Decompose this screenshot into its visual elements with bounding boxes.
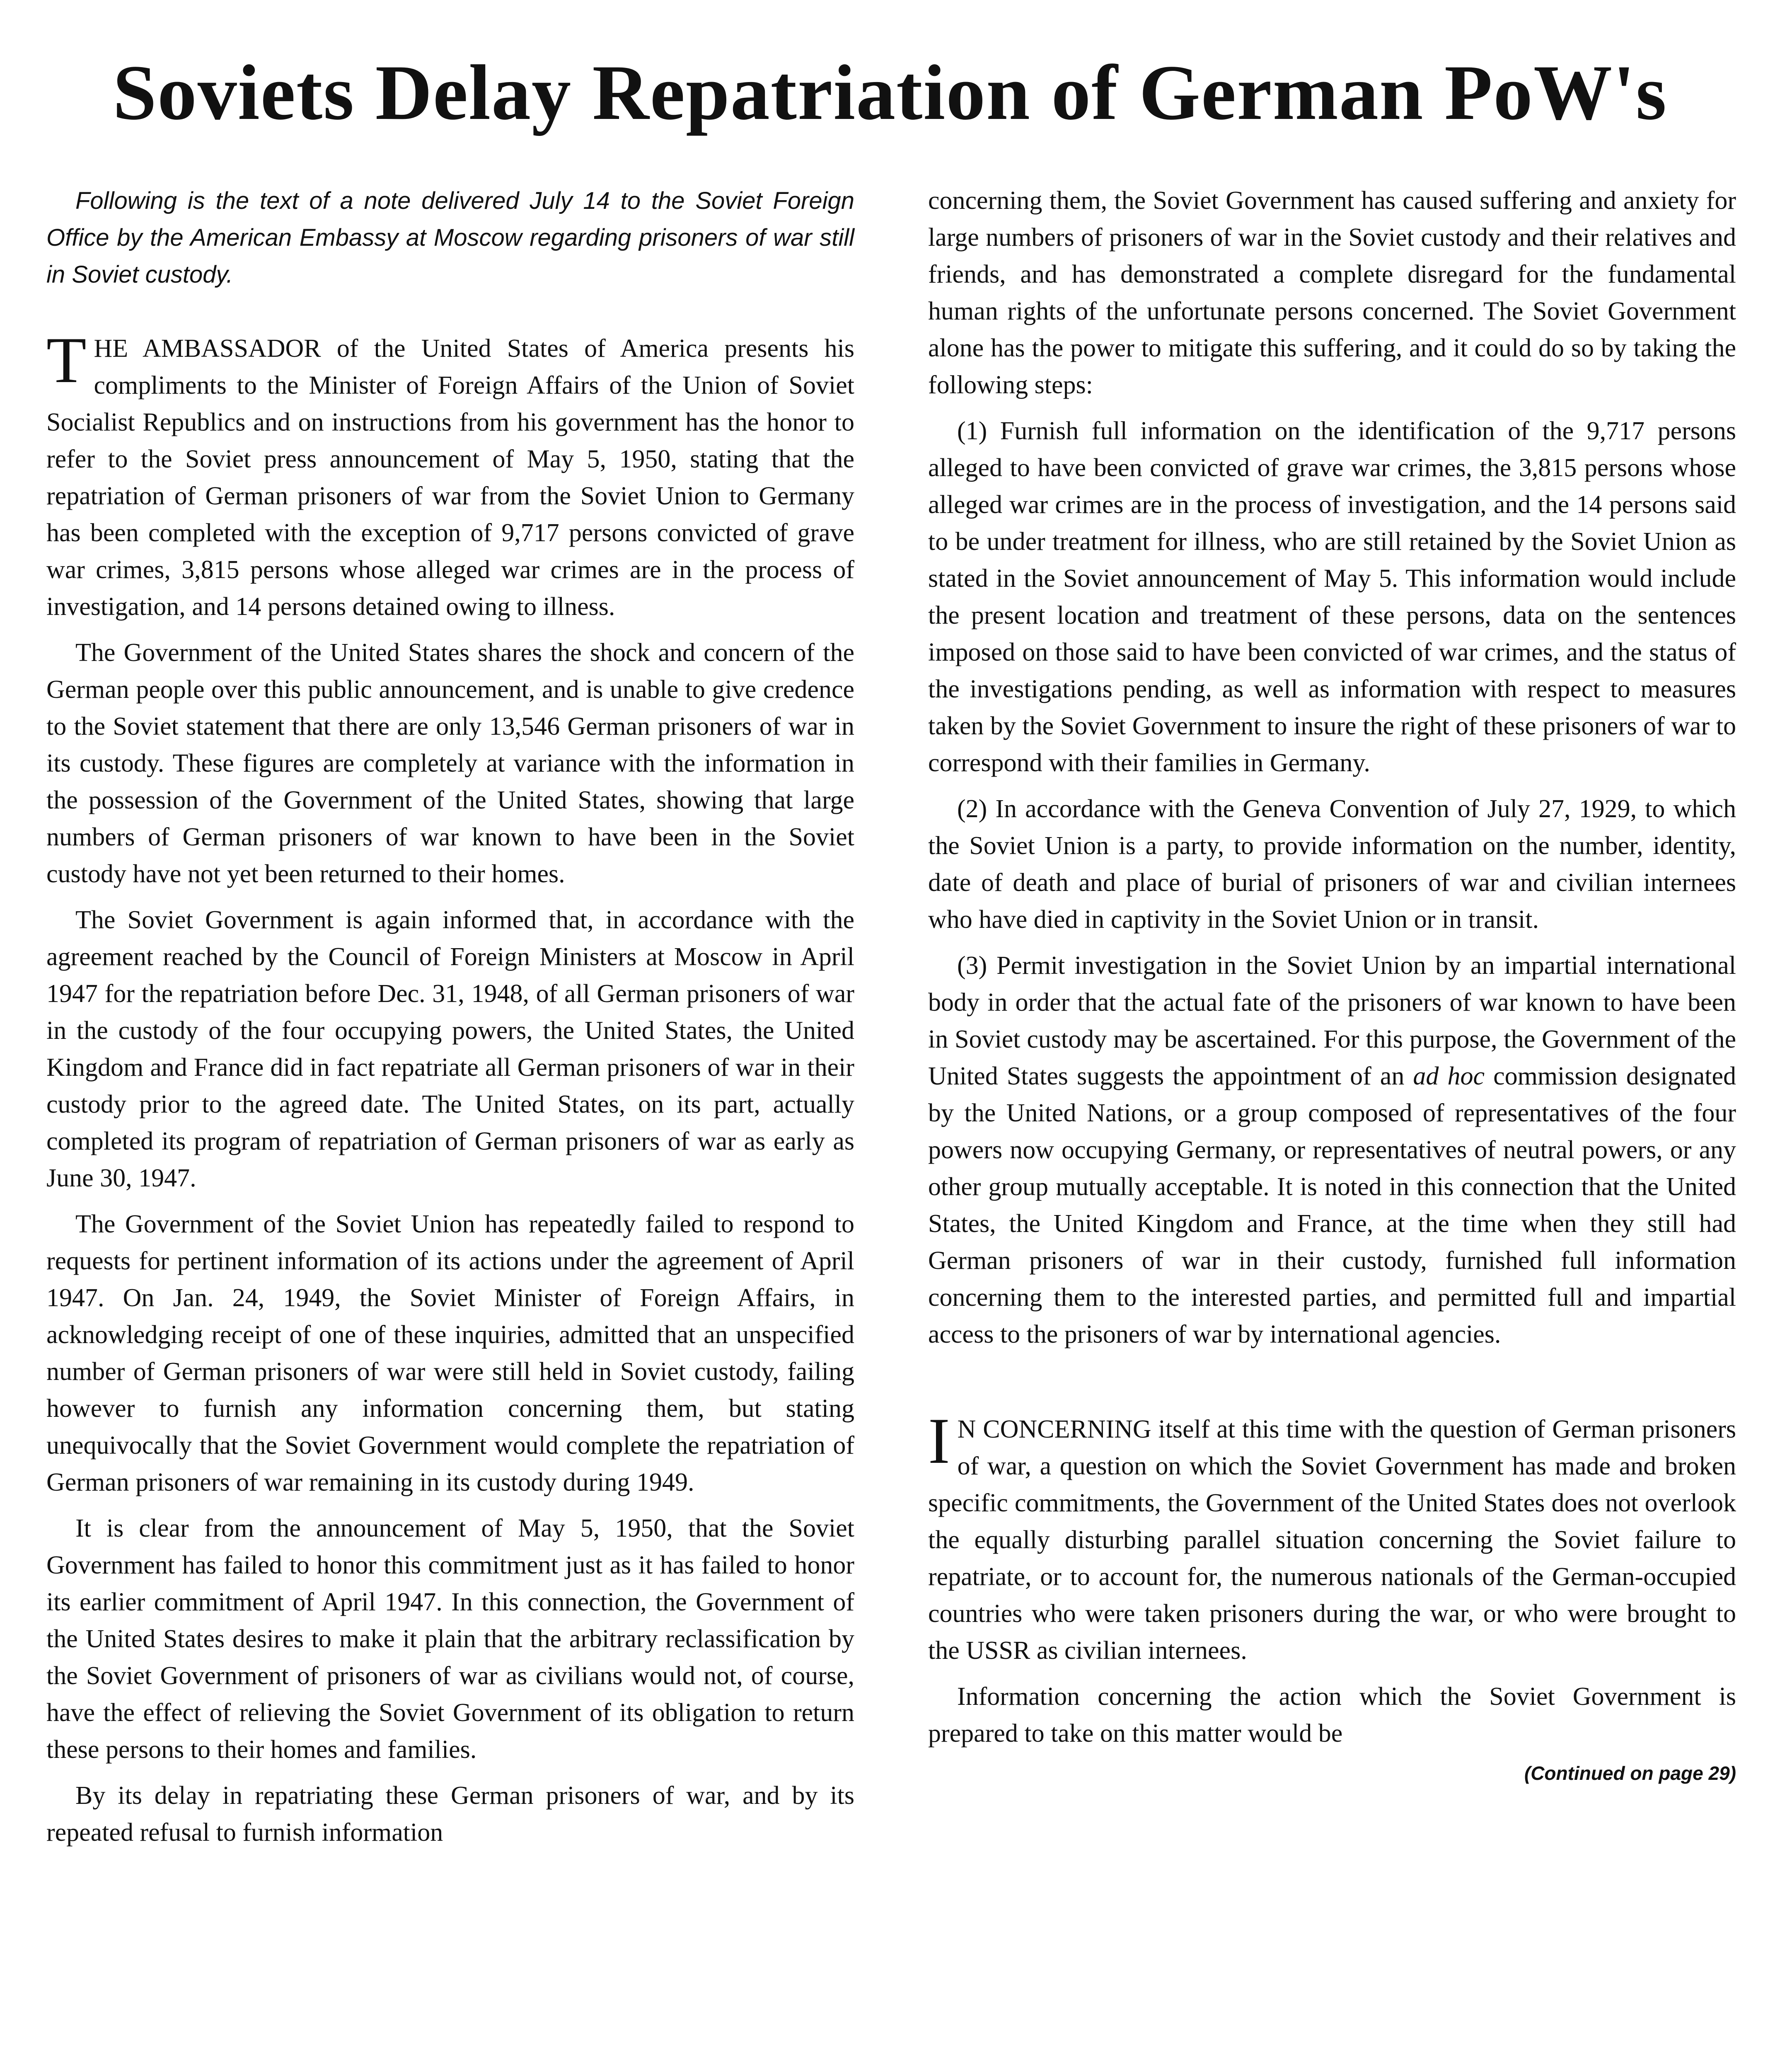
paragraph-9: Information concerning the action which the Soviet Government is prepared to take on this matter would be: [928, 1682, 1736, 1748]
paragraph-1: [46, 324, 854, 625]
list-item-2: (2) In accordance with the Geneva Convention of July 27, 1929, to which the Soviet Union is a party, to provide information on the number, identity, date of death and place of burial of prisoners of war and civilian internees who have died in captivity in the Soviet Union or in transit.: [928, 795, 1736, 934]
paragraph-4: The Government of the Soviet Union has repeatedly failed to respond to requests for pertinent information of its actions under the agreement of April 1947. On Jan. 24, 1949, the Soviet Minister of Foreign Affairs, in acknowledging receipt of one of these inquiries, admitted that an unspecified number of German prisoners of war were still held in Soviet custody, failing however to furnish any information concerning them, but stating unequivocally that the Soviet Government would complete the repatriation of German prisoners of war remaining in its custody during 1949.: [46, 1210, 854, 1496]
italic-term: ad hoc: [1413, 1062, 1485, 1090]
page-title: Soviets Delay Repatriation of German PoW's: [113, 49, 1667, 136]
continued-note: (Continued on page 29): [1524, 1762, 1736, 1784]
lead-in: HE AMBASSADOR: [94, 334, 321, 363]
paragraph-3: The Soviet Government is again informed that, in accordance with the agreement reached by the Council of Foreign Ministers at Moscow in April 1947 for the repatriation before Dec. 31, 1948, of all German prisoners of war in the custody of the four occupying powers, the United States, the United Kingdom and France did in fact repatriate all German prisoners of war in their custody prior to the agreed date. The United States, on its part, actually completed its program of repatriation of German prisoners of war as early as June 30, 1947.: [46, 906, 854, 1192]
list-item-3: [928, 947, 1736, 1353]
paragraph-text: commission designated by the United Nations, or a group composed of representatives of the four powers now occupying Germany, or representatives of neutral powers, or any other group mutually acceptable. It is noted in this connection that the United States, the United Kingdom and France, at the time when they still had German prisoners of war in their custody, furnished full information concerning them to the interested parties, and permitted full and impartial access to the prisoners of war by international agencies.: [928, 1062, 1736, 1348]
paragraph-7: concerning them, the Soviet Government has caused suffering and anxiety for large numbers of prisoners of war in the Soviet custody and their relatives and friends, and has demonstrated a complete disregard for the fundamental human rights of the unfortunate persons concerned. The Soviet Government alone has the power to mitigate this suffering, and it could do so by taking the following steps:: [928, 186, 1736, 399]
paragraph-text: of the United States of America presents his compliments to the Minister of Foreign Affairs of the Union of Soviet Socialist Republics and on instructions from his government has the honor to refer to the Soviet press announcement of May 5, 1950, stating that the repatriation of German prisoners of war from the Soviet Union to Germany has been completed with the exception of 9,717 persons convicted of grave war crimes, 3,815 persons whose alleged war crimes are in the process of investigation, and 14 persons detained owing to illness.: [46, 334, 854, 621]
paragraph-6: By its delay in repatriating these German prisoners of war, and by its repeated refusal to furnish information: [46, 1782, 854, 1847]
intro-paragraph: Following is the text of a note delivered July 14 to the Soviet Foreign Office by the American Embassy at Moscow regarding prisoners of war still in Soviet custody.: [46, 187, 854, 288]
lead-in: N CONCERNING: [957, 1415, 1151, 1443]
right-column: [928, 182, 1736, 1788]
paragraph-text: (3) Permit investigation in the Soviet Union by an impartial international body in order that the actual fate of the prisoners of war known to have been in Soviet custody may be ascertained. For this purpose, the Government of the United States suggests the appointment of an: [928, 951, 1736, 1090]
drop-cap: T: [46, 324, 87, 397]
drop-cap: I: [928, 1405, 950, 1477]
list-item-1: (1) Furnish full information on the identification of the 9,717 persons alleged to have been convicted of grave war crimes, the 3,815 persons whose alleged war crimes are in the process of investigation, and the 14 persons said to be under treatment for illness, who are still retained by the Soviet Union as stated in the Soviet announcement of May 5. This information would include the present location and treatment of these persons, data on the sentences imposed on those said to have been convicted of war crimes, and the status of the investigations pending, as well as information with respect to measures taken by the Soviet Government to insure the right of these prisoners of war to correspond with their families in Germany.: [928, 417, 1736, 777]
left-column: [46, 182, 854, 1860]
paragraph-8: [928, 1405, 1736, 1669]
paragraph-2: The Government of the United States shares the shock and concern of the German people over this public announcement, and is unable to give credence to the Soviet statement that there are only 13,546 German prisoners of war in its custody. These figures are completely at variance with the information in the possession of the Government of the United States, showing that large numbers of German prisoners of war known to have been in the Soviet custody have not yet been returned to their homes.: [46, 639, 854, 888]
paragraph-5: It is clear from the announcement of May 5, 1950, that the Soviet Government has failed to honor this commitment just as it has failed to honor its earlier commitment of April 1947. In this connection, the Government of the United States desires to make it plain that the arbitrary reclassification by the Soviet Government of prisoners of war as civilians would not, of course, have the effect of relieving the Soviet Government of its obligation to return these persons to their homes and families.: [46, 1514, 854, 1764]
paragraph-text: itself at this time with the question of German prisoners of war, a question on which the Soviet Government has made and broken specific commitments, the Government of the United States does not overlook the equally disturbing parallel situation concerning the Soviet failure to repatriate, or to account for, the numerous nationals of the German-occupied countries who were taken prisoners during the war, or who were brought to the USSR as civilian internees.: [928, 1415, 1736, 1665]
